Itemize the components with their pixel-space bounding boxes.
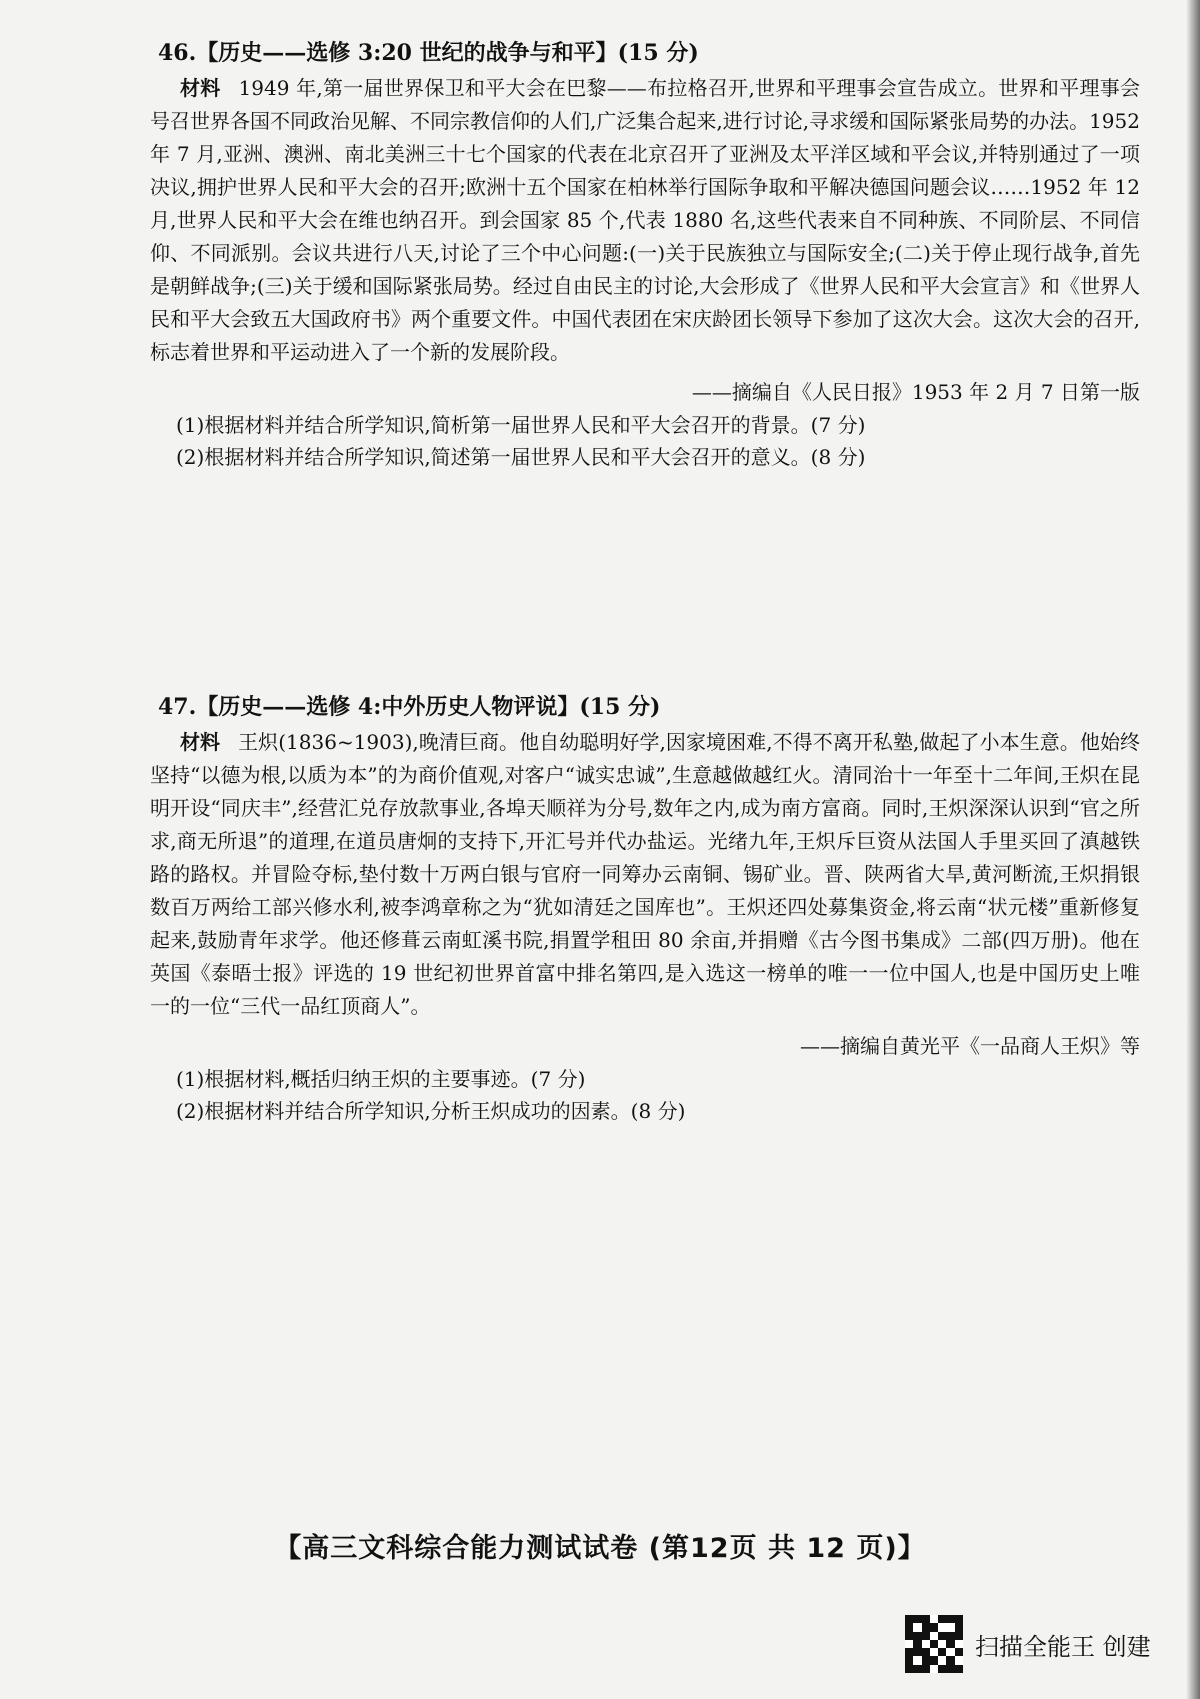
watermark-text: 扫描全能王 创建 — [975, 1632, 1151, 1661]
question-47-sub-1: (1)根据材料,概括归纳王炽的主要事迹。(7 分) — [176, 1067, 586, 1091]
qr-code-icon — [905, 1615, 963, 1673]
question-46-heading: 46.【历史——选修 3:20 世纪的战争与和平】(15 分) — [158, 40, 699, 66]
scanner-watermark — [905, 1614, 1151, 1674]
question-46-sub-1: (1)根据材料并结合所学知识,简析第一届世界人民和平大会召开的背景。(7 分) — [176, 413, 866, 437]
page-footer: 【高三文科综合能力测试试卷 (第12页 共 12 页)】 — [274, 1533, 926, 1564]
question-47-material — [150, 726, 1140, 1023]
question-47 — [150, 690, 1140, 1127]
question-46-sub-2: (2)根据材料并结合所学知识,简述第一届世界人民和平大会召开的意义。(8 分) — [176, 445, 866, 469]
question-47-sub-2: (2)根据材料并结合所学知识,分析王炽成功的因素。(8 分) — [176, 1099, 686, 1123]
material-label: 材料 — [180, 76, 221, 100]
scan-edge-shadow — [1186, 0, 1200, 1699]
material-text: 王炽(1836~1903),晚清巨商。他自幼聪明好学,因家境困难,不得不离开私塾,做起了小本生意。他始终坚持“以德为根,以质为本”的为商价值观,对客户“诚实忠诚”,生意越做越红火。清同治十一年至十二年间,王炽在昆明开设“同庆丰”,经营汇兑存放款事业,各埠天顺祥为分号,数年之内,成为南方富商。同时,王炽深深认识到“官之所求,商无所退”的道理,在道员唐炯的支持下,开汇号并代办盐运。光绪九年,王炽斥巨资从法国人手里买回了滇越铁路的路权。并冒险夺标,垫付数十万两白银与官府一同筹办云南铜、锡矿业。晋、陕两省大旱,黄河断流,王炽捐银数百万两给工部兴修水利,被李鸿章称之为“犹如清廷之国库也”。王炽还四处募集资金,将云南“状元楼”重新修复起来,鼓励青年求学。他还修葺云南虹溪书院,捐置学租田 80 余亩,并捐赠《古今图书集成》二部(四万册)。他在英国《泰晤士报》评选的 19 世纪初世界首富中排名第四,是入选这一榜单的唯一一位中国人,也是中国历史上唯一的一位“三代一品红顶商人”。 — [150, 730, 1141, 1018]
question-46-source: ——摘编自《人民日报》1953 年 2 月 7 日第一版 — [691, 380, 1140, 404]
question-46 — [150, 36, 1140, 473]
question-46-material — [150, 72, 1140, 369]
material-label: 材料 — [180, 730, 221, 754]
question-47-heading: 47.【历史——选修 4:中外历史人物评说】(15 分) — [158, 694, 661, 720]
question-47-source: ——摘编自黄光平《一品商人王炽》等 — [800, 1034, 1140, 1058]
material-text: 1949 年,第一届世界保卫和平大会在巴黎——布拉格召开,世界和平理事会宣告成立。世界和平理事会号召世界各国不同政治见解、不同宗教信仰的人们,广泛集合起来,进行讨论,寻求缓和国际紧张局势的办法。1952 年 7 月,亚洲、澳洲、南北美洲三十七个国家的代表在北京召开了亚洲及太平洋区域和平会议,并特别通过了一项决议,拥护世界人民和平大会的召开;欧洲十五个国家在柏林举行国际争取和平解决德国问题会议……1952 年 12 月,世界人民和平大会在维也纳召开。到会国家 85 个,代表 1880 名,这些代表来自不同种族、不同阶层、不同信仰、不同派别。会议共进行八天,讨论了三个中心问题:(一)关于民族独立与国际安全;(二)关于停止现行战争,首先是朝鲜战争;(三)关于缓和国际紧张局势。经过自由民主的讨论,大会形成了《世界人民和平大会宣言》和《世界人民和平大会致五大国政府书》两个重要文件。中国代表团在宋庆龄团长领导下参加了这次大会。这次大会的召开,标志着世界和平运动进入了一个新的发展阶段。 — [150, 76, 1140, 364]
